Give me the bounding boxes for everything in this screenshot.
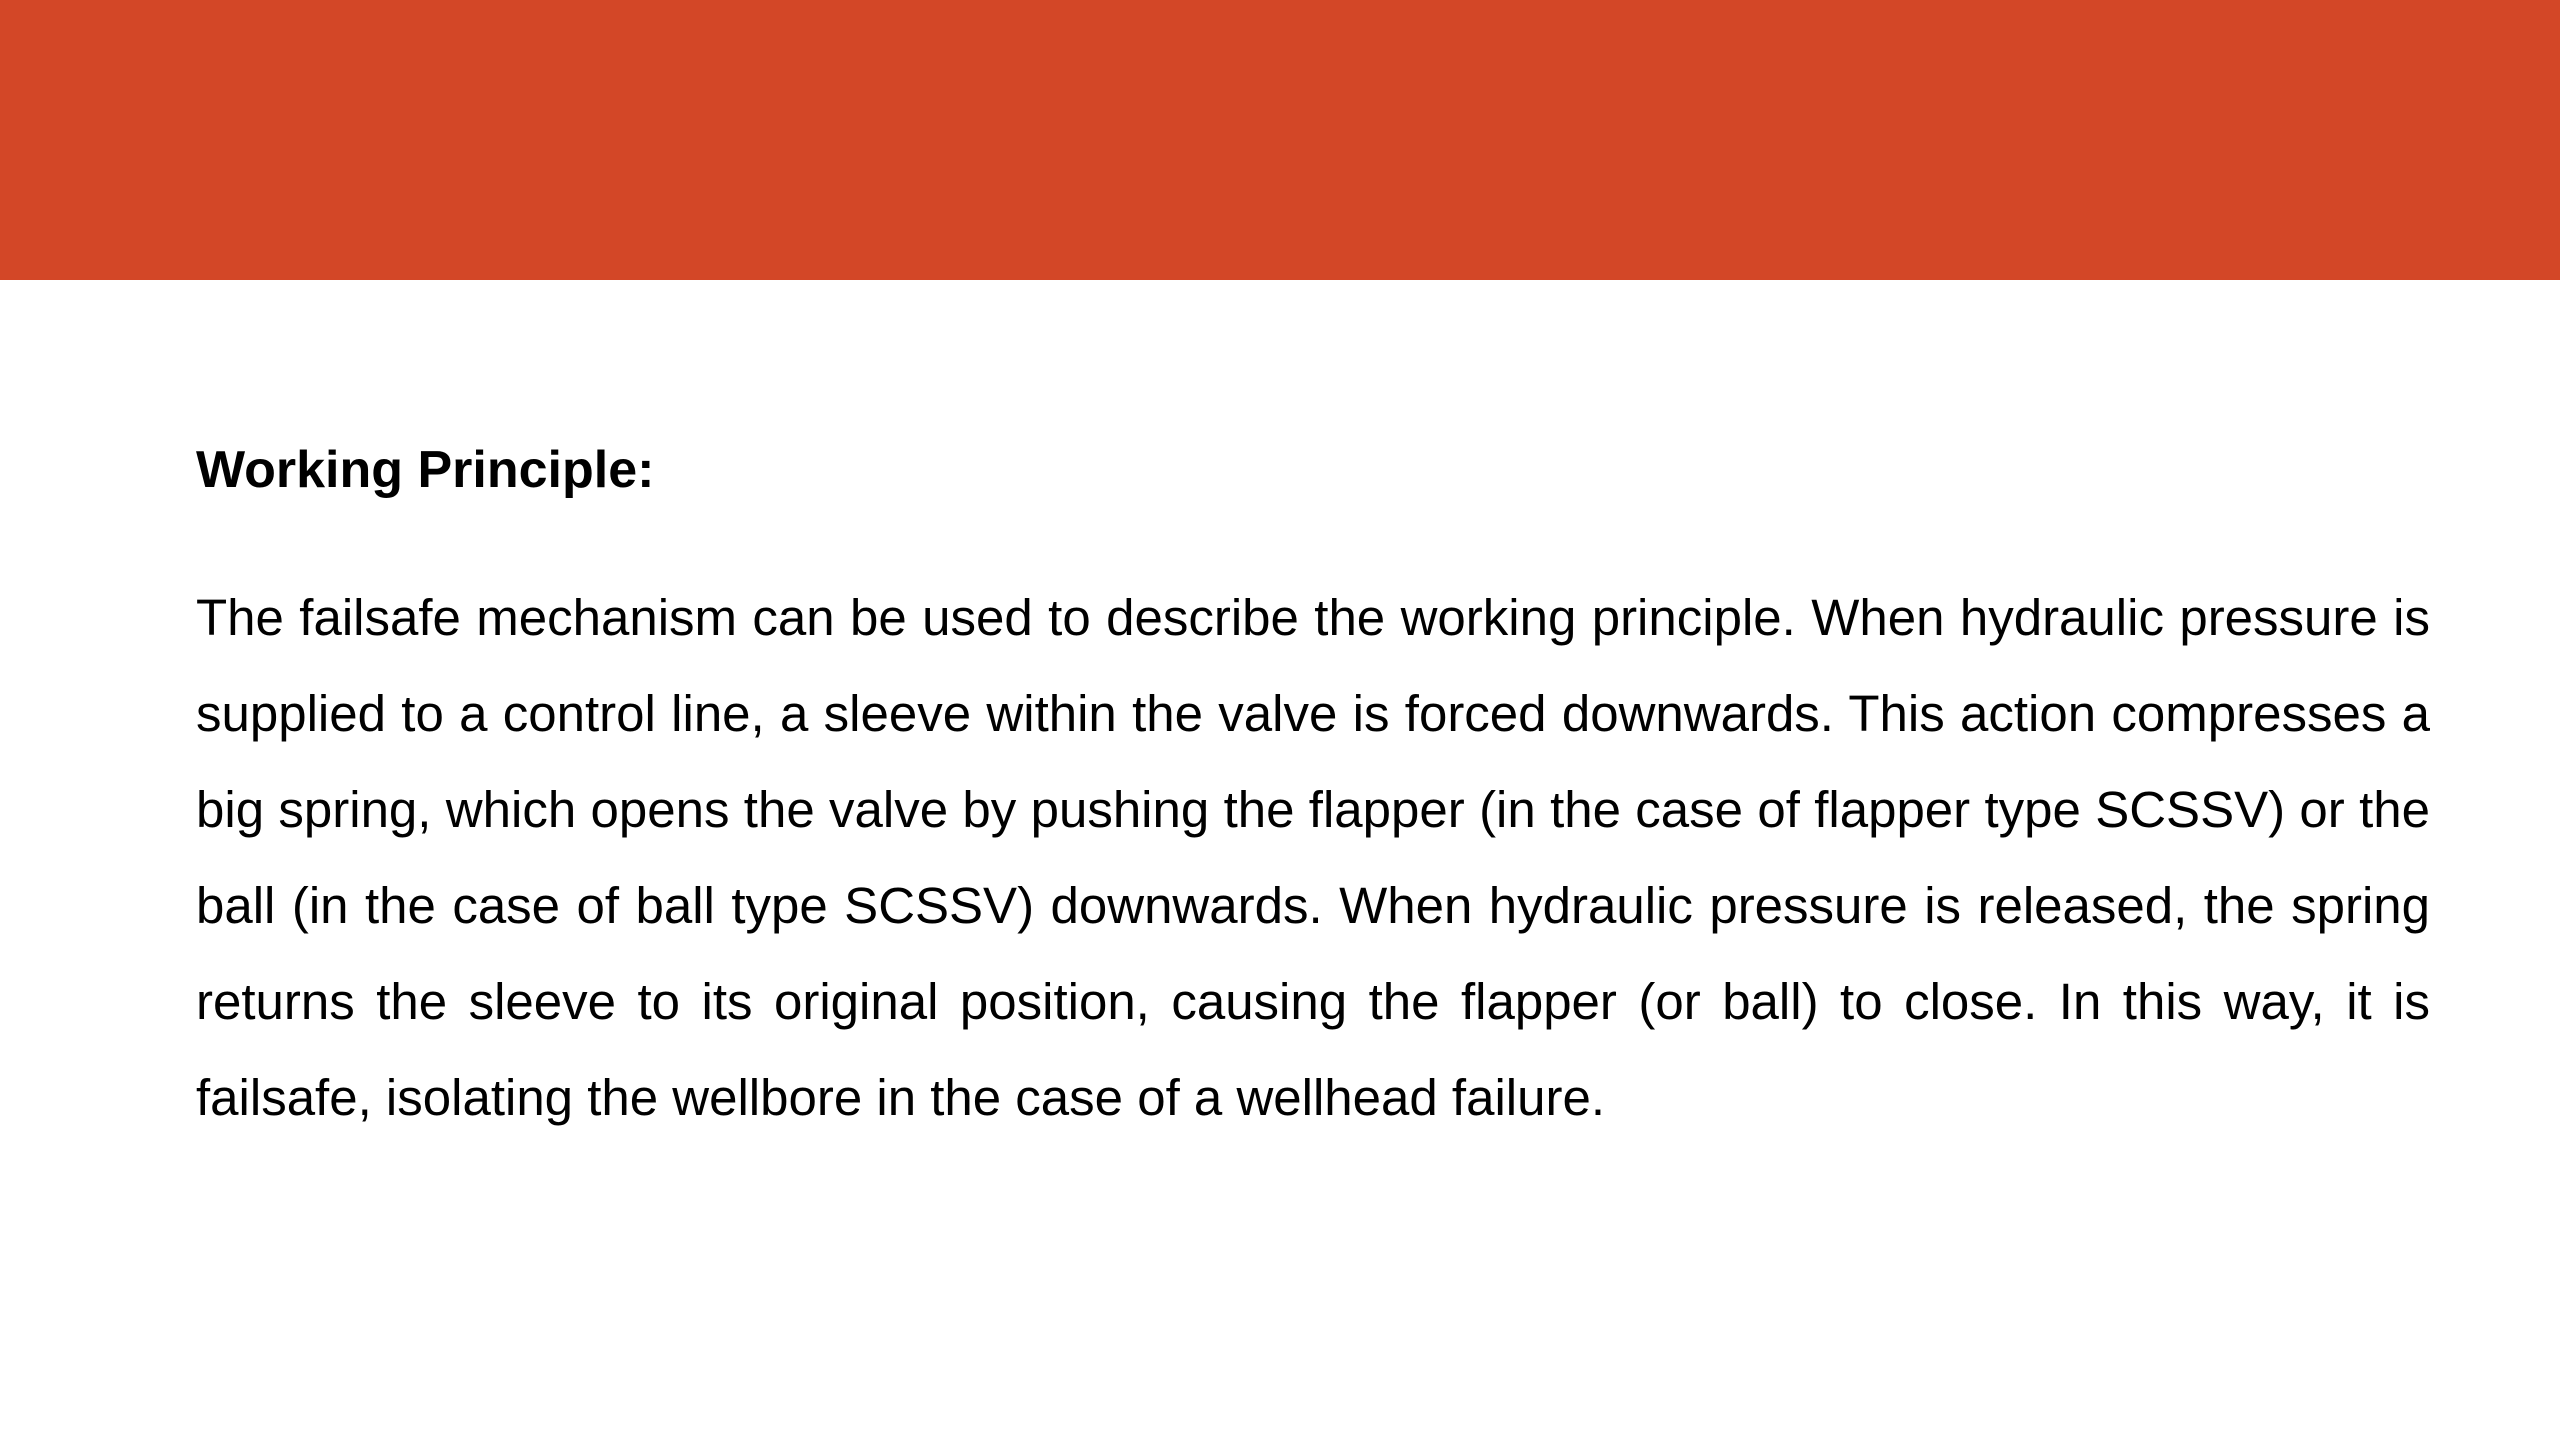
slide-heading: Working Principle: (196, 441, 655, 499)
slide-body-paragraph: The failsafe mechanism can be used to describe the working principle. When hydraulic pressure is supplied to a control line, a sleeve within the valve is forced downwards. This action compresses a big spring, which opens the valve by pushing the flapper (in the case of flapper type SCSSV) or the ball (in the case of ball type SCSSV) downwards. When hydraulic pressure is released, the spring returns the sleeve to its original position, causing the flapper (or ball) to close. In this way, it is failsafe, isolating the wellbore in the case of a wellhead failure. (196, 589, 2430, 1126)
slide-content (196, 428, 2430, 1146)
header-accent-band (0, 0, 2560, 280)
